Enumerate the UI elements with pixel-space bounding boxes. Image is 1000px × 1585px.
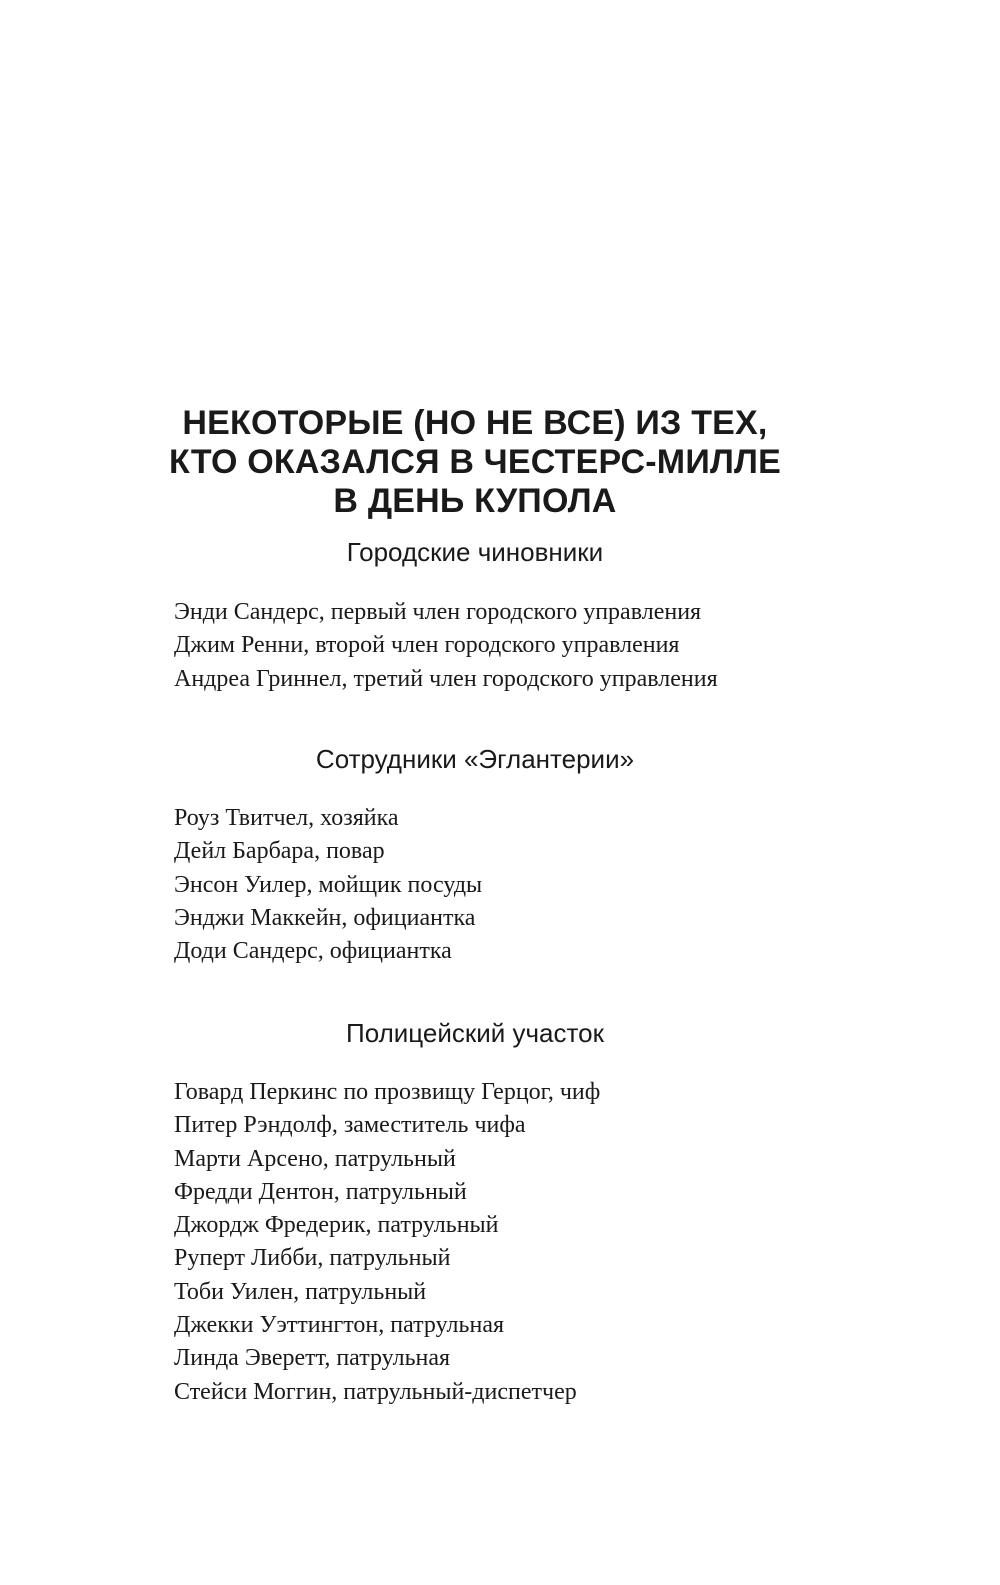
list-item: Андреа Гриннел, третий член городского управления [174, 665, 718, 692]
list-item: Питер Рэндолф, заместитель чифа [174, 1112, 526, 1139]
section-heading-diner-staff: Сотрудники «Эглантерии» [315, 744, 635, 774]
list-item: Линда Эверетт, патрульная [174, 1345, 451, 1372]
page-title [0, 404, 950, 521]
section-heading-town-officials: Городские чиновники [346, 537, 604, 567]
police-department-list [174, 1076, 600, 1409]
list-item: Говард Перкинс по прозвищу Герцог, чиф [174, 1079, 601, 1105]
list-item: Доди Сандерс, официантка [174, 938, 452, 965]
list-item: Фредди Дентон, патрульный [174, 1178, 467, 1205]
list-item: Руперт Либби, патрульный [174, 1245, 451, 1272]
list-item: Энджи Маккейн, официантка [174, 904, 476, 931]
list-item: Стейси Моггин, патрульный-диспетчер [174, 1378, 577, 1405]
section-heading-police-department: Полицейский участок [346, 1018, 604, 1048]
list-item: Джим Ренни, второй член городского управления [174, 632, 680, 659]
list-item: Энди Сандерс, первый член городского управления [174, 599, 702, 625]
town-officials-list [174, 596, 718, 696]
list-item: Тоби Уилен, патрульный [174, 1278, 427, 1305]
list-item: Роуз Твитчел, хозяйка [174, 805, 399, 831]
list-item: Марти Арсено, патрульный [174, 1145, 456, 1172]
diner-staff-list [174, 802, 482, 968]
list-item: Дейл Барбара, повар [174, 838, 385, 865]
title-line: НЕКОТОРЫЕ (НО НЕ ВСЕ) ИЗ ТЕХ, [182, 404, 768, 442]
list-item: Энсон Уилер, мойщик посуды [174, 871, 483, 898]
title-line: КТО ОКАЗАЛСЯ В ЧЕСТЕРС-МИЛЛЕ [169, 443, 781, 481]
list-item: Джордж Фредерик, патрульный [174, 1212, 499, 1239]
title-line: В ДЕНЬ КУПОЛА [333, 482, 617, 520]
list-item: Джекки Уэттингтон, патрульная [174, 1312, 505, 1339]
